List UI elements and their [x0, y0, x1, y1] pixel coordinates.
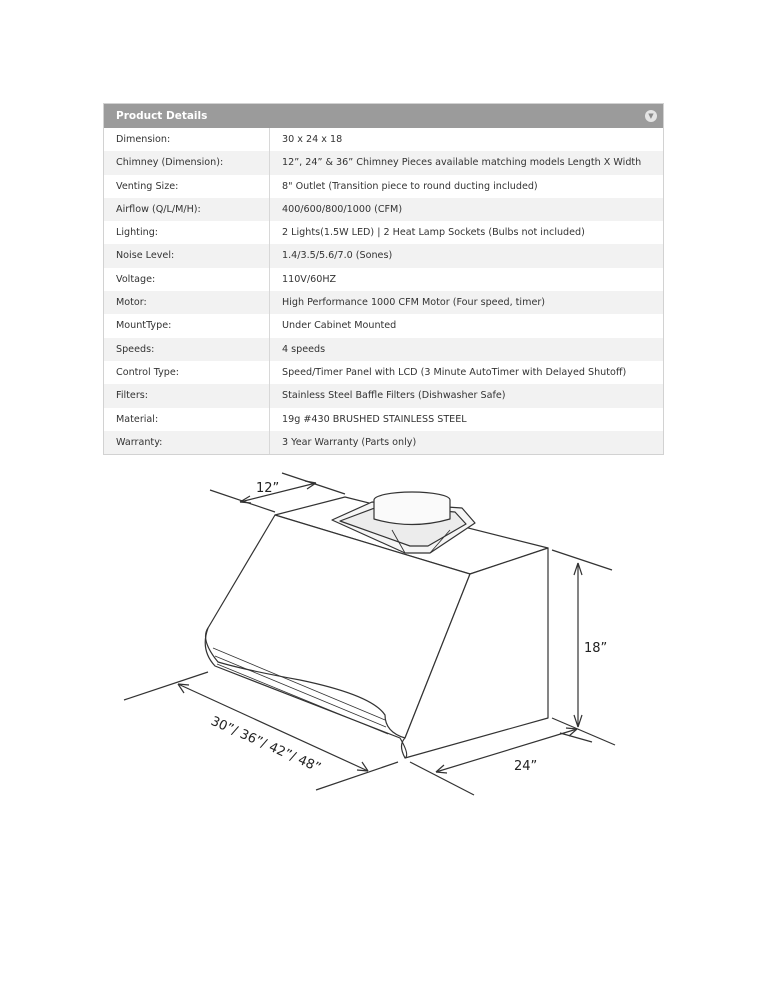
spec-row — [104, 221, 663, 244]
spec-label: Motor: — [104, 291, 270, 314]
spec-row — [104, 338, 663, 361]
spec-value: 1.4/3.5/5.6/7.0 (Sones) — [282, 250, 393, 262]
spec-row — [104, 384, 663, 407]
spec-label: Lighting: — [104, 221, 270, 244]
product-details-table — [103, 103, 664, 455]
spec-value: 8" Outlet (Transition piece to round ducting included) — [282, 180, 538, 192]
spec-value: 19g #430 BRUSHED STAINLESS STEEL — [282, 413, 467, 425]
spec-value: Speed/Timer Panel with LCD (3 Minute AutoTimer with Delayed Shutoff) — [282, 366, 627, 378]
spec-row — [104, 198, 663, 221]
spec-label: Warranty: — [104, 431, 270, 454]
height-dimension-label: 18” — [584, 641, 608, 656]
product-details-title: Product Details — [116, 110, 208, 122]
spec-row — [104, 361, 663, 384]
spec-value: Stainless Steel Baffle Filters (Dishwasher Safe) — [282, 390, 506, 402]
spec-value: High Performance 1000 CFM Motor (Four speed, timer) — [282, 297, 546, 309]
spec-row — [104, 151, 663, 174]
spec-label: Venting Size: — [104, 175, 270, 198]
spec-label: Voltage: — [104, 268, 270, 291]
width-dimension-label: 30”/ 36”/ 42”/ 48” — [208, 713, 323, 776]
spec-row — [104, 408, 663, 431]
product-details-header[interactable] — [104, 104, 663, 128]
spec-label: Dimension: — [104, 128, 270, 151]
spec-label: Chimney (Dimension): — [104, 151, 270, 174]
spec-value: 110V/60HZ — [282, 273, 337, 285]
spec-row — [104, 314, 663, 337]
spec-label: Material: — [104, 408, 270, 431]
spec-value: 4 speeds — [282, 343, 326, 355]
spec-rows — [104, 128, 663, 454]
length-dimension-label: 24” — [514, 759, 538, 774]
spec-label: Noise Level: — [104, 244, 270, 267]
spec-value: 400/600/800/1000 (CFM) — [282, 203, 403, 215]
spec-row — [104, 175, 663, 198]
spec-value: 3 Year Warranty (Parts only) — [282, 436, 417, 448]
spec-label: Filters: — [104, 384, 270, 407]
spec-label: MountType: — [104, 314, 270, 337]
spec-label: Airflow (Q/L/M/H): — [104, 198, 270, 221]
spec-value: 12”, 24” & 36” Chimney Pieces available matching models Length X Width — [282, 157, 642, 169]
chevron-down-icon[interactable]: ▼ — [645, 110, 657, 122]
spec-row — [104, 268, 663, 291]
spec-value: Under Cabinet Mounted — [282, 320, 397, 332]
spec-row — [104, 244, 663, 267]
spec-label: Control Type: — [104, 361, 270, 384]
spec-row — [104, 291, 663, 314]
spec-value: 30 x 24 x 18 — [282, 134, 343, 145]
spec-value: 2 Lights(1.5W LED) | 2 Heat Lamp Sockets (Bulbs not included) — [282, 227, 585, 239]
depth-dimension-label: 12” — [256, 481, 280, 496]
spec-row — [104, 128, 663, 151]
range-hood-diagram — [0, 460, 768, 800]
spec-label: Speeds: — [104, 338, 270, 361]
spec-row — [104, 431, 663, 454]
